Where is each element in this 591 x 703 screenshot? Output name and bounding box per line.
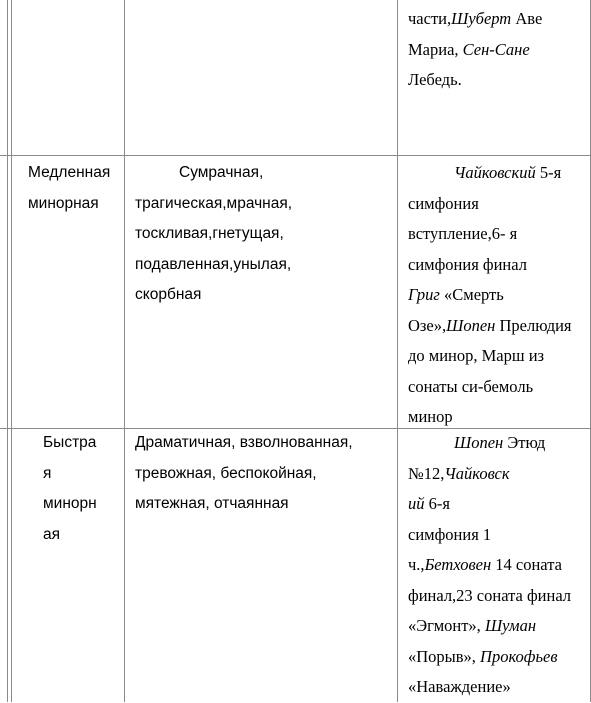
text-line: [408, 672, 588, 703]
text-line: [135, 158, 361, 189]
text-run: унылая,: [233, 255, 292, 273]
text-line: [408, 219, 588, 250]
text-run: тревожная, беспокойная,: [135, 464, 317, 482]
composer-name: Чайковск: [444, 463, 510, 483]
slow-minor-tempo-cell: [28, 158, 120, 219]
text-line: [408, 642, 588, 673]
text-run: я: [43, 464, 52, 482]
text-line: [408, 520, 588, 551]
text-run: минорн: [43, 495, 97, 512]
text-run: финал,23 соната финал: [408, 585, 572, 605]
text-line: [43, 459, 118, 490]
text-run: ч.,: [408, 555, 425, 574]
text-run: Лебедь.: [408, 70, 462, 89]
text-line: [408, 189, 588, 220]
text-run: 6-я: [424, 494, 450, 513]
text-line: [408, 611, 588, 642]
text-run: мятежная, отчаянная: [135, 495, 289, 512]
text-run: до минор, Марш из: [408, 346, 545, 365]
text-line: [408, 550, 588, 581]
text-run: Сумрачная,: [179, 164, 264, 181]
text-run: 5-я: [535, 163, 562, 182]
text-run: сонаты си-бемоль: [408, 376, 534, 396]
text-line: [408, 4, 588, 35]
text-run: Мариа,: [408, 39, 463, 59]
text-run: гнетущая,: [212, 225, 284, 242]
text-run: «Порыв»,: [408, 646, 481, 666]
text-run: минорная: [28, 194, 99, 212]
text-line: [43, 489, 118, 520]
text-line: [408, 311, 588, 342]
text-line: [135, 280, 361, 311]
text-run: 14 соната: [491, 555, 562, 574]
text-run: «Наваждение»: [408, 677, 511, 696]
text-line: [408, 280, 588, 311]
composer-name: Шопен: [446, 315, 496, 335]
text-line: [28, 189, 120, 220]
fast-minor-character-cell: [135, 428, 385, 520]
composer-name: Шуман: [484, 616, 537, 635]
text-line: [135, 459, 385, 490]
fast-minor-pieces-cell: [408, 428, 588, 703]
column-divider-1: [124, 0, 125, 702]
text-line: [408, 459, 588, 490]
slow-minor-character-cell: [135, 158, 361, 311]
top-row-pieces-cell: [408, 4, 588, 96]
text-run: №12,: [408, 463, 445, 483]
text-line: [135, 489, 385, 520]
column-divider-2: [397, 0, 398, 702]
text-run: Медленная: [28, 164, 111, 181]
composer-name: Григ: [408, 285, 440, 304]
text-line: [408, 581, 588, 612]
text-run: мрачная,: [226, 194, 293, 212]
text-line: [408, 65, 588, 96]
text-run: тоскливая,: [135, 225, 213, 242]
text-run: симфония финал: [408, 254, 527, 274]
text-run: Озе»,: [408, 315, 447, 335]
text-line: [408, 341, 588, 372]
row-divider-1: [0, 155, 591, 156]
text-line: [408, 35, 588, 66]
text-run: вступление,6- я: [408, 224, 518, 243]
text-run: трагическая,: [135, 194, 227, 212]
text-line: [135, 189, 361, 220]
text-line: [43, 520, 118, 551]
text-line: [408, 158, 588, 189]
composer-name: Сен-Сане: [462, 39, 530, 59]
text-run: Аве: [511, 9, 543, 28]
text-run: Драматичная, взволнованная,: [135, 434, 353, 451]
text-run: минор: [408, 407, 453, 426]
slow-minor-pieces-cell: [408, 158, 588, 433]
text-run: симфония: [408, 193, 479, 213]
text-line: [135, 219, 361, 250]
table-border-left: [7, 0, 8, 702]
fast-minor-tempo-cell: [43, 428, 118, 550]
text-line: [135, 428, 385, 459]
text-line: [135, 250, 361, 281]
text-run: скорбная: [135, 286, 202, 303]
text-run: ая: [43, 525, 61, 543]
text-run: симфония 1: [408, 524, 492, 544]
composer-name: Бетховен: [424, 555, 492, 574]
text-run: Этюд: [503, 433, 546, 452]
text-line: [408, 372, 588, 403]
text-run: Быстра: [43, 434, 97, 451]
text-line: [43, 428, 118, 459]
text-run: подавленная,: [135, 255, 234, 273]
text-run: «Эгмонт»,: [408, 616, 485, 635]
composer-name: ий: [408, 494, 425, 513]
composer-name: Шопен: [454, 433, 504, 452]
text-run: части,: [408, 9, 452, 28]
table-border-left-inner: [11, 0, 12, 702]
text-line: [408, 489, 588, 520]
text-run: «Смерть: [439, 285, 504, 304]
composer-name: Прокофьев: [480, 646, 558, 666]
composer-name: Чайковский: [454, 163, 536, 182]
text-run: Прелюдия: [495, 315, 572, 335]
text-line: [28, 158, 120, 189]
text-line: [408, 428, 588, 459]
text-line: [408, 250, 588, 281]
composer-name: Шуберт: [451, 9, 512, 28]
